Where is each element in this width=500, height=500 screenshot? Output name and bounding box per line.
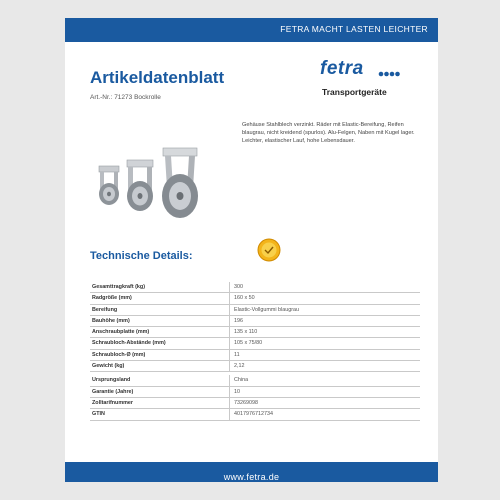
row-label: Gesamttragkraft (kg) xyxy=(92,284,146,290)
row-label: Bauhöhe (mm) xyxy=(92,317,130,324)
slogan: FETRA MACHT LASTEN LEICHTER xyxy=(280,24,428,34)
table-row xyxy=(90,387,420,398)
row-label: Radgröße (mm) xyxy=(92,295,132,302)
guarantee-badge-icon xyxy=(257,238,281,262)
table-row xyxy=(90,338,420,349)
product-description: Gehäuse Stahlblech verzinkt. Räder mit Elastic-Bereifung, Reifen blaugrau, nicht kreidend (spurlos). Alu-Felgen, Naben mit Kugel lager. Leichter, elastischer Lauf, hohe Lebensdauer. xyxy=(242,122,415,145)
table-row xyxy=(90,398,420,409)
logo-dots-icon xyxy=(378,71,400,77)
table-row xyxy=(90,361,420,372)
row-value: 4017976712734 xyxy=(229,409,273,419)
logo-tagline: Transportgeräte xyxy=(322,87,387,97)
row-value: 10 xyxy=(229,387,240,397)
row-label: Gewicht (kg) xyxy=(92,363,125,370)
row-label: Garantie (Jahre) xyxy=(92,388,134,395)
row-value: 2,12 xyxy=(229,361,245,371)
fetra-logo xyxy=(320,58,400,98)
article-number: Art.-Nr.: 71273 Bockrolle xyxy=(90,94,161,101)
datasheet-page xyxy=(65,18,438,482)
row-value: 196 xyxy=(229,316,243,326)
footer-banner xyxy=(65,462,438,482)
table-row xyxy=(90,375,420,386)
table-row xyxy=(90,350,420,361)
row-value: 73269098 xyxy=(229,398,258,408)
table-row xyxy=(90,327,420,338)
page-title: Artikeldatenblatt xyxy=(90,68,225,87)
row-value: China xyxy=(229,375,248,385)
section-title-technical-details: Technische Details: xyxy=(90,250,193,262)
row-value: 160 x 50 xyxy=(229,293,255,303)
caster-wheel-image xyxy=(85,138,225,233)
table-row xyxy=(90,293,420,304)
table-row xyxy=(90,409,420,420)
footer-url[interactable]: www.fetra.de xyxy=(223,472,280,482)
row-label: Zolltarifnummer xyxy=(92,399,134,406)
logo-wordmark: fetra xyxy=(320,58,364,79)
row-value: 300 xyxy=(229,282,243,292)
row-value: 105 x 75/80 xyxy=(229,338,262,348)
table-row xyxy=(90,282,420,293)
row-label: Schraubloch-Ø (mm) xyxy=(92,351,146,358)
row-label: Schraubloch-Abstände (mm) xyxy=(92,340,166,347)
row-value: 135 x 110 xyxy=(229,327,257,337)
top-banner xyxy=(65,18,438,42)
technical-details-table xyxy=(90,282,420,421)
row-label: Ursprungsland xyxy=(92,377,131,384)
row-label: Bereifung xyxy=(92,306,118,313)
table-row xyxy=(90,316,420,327)
row-label: Anschraubplatte (mm) xyxy=(92,329,150,336)
row-label: GTIN xyxy=(92,411,105,418)
row-value: 11 xyxy=(229,350,240,360)
row-value: Elastic-Vollgummi blaugrau xyxy=(229,305,299,315)
table-row xyxy=(90,305,420,316)
